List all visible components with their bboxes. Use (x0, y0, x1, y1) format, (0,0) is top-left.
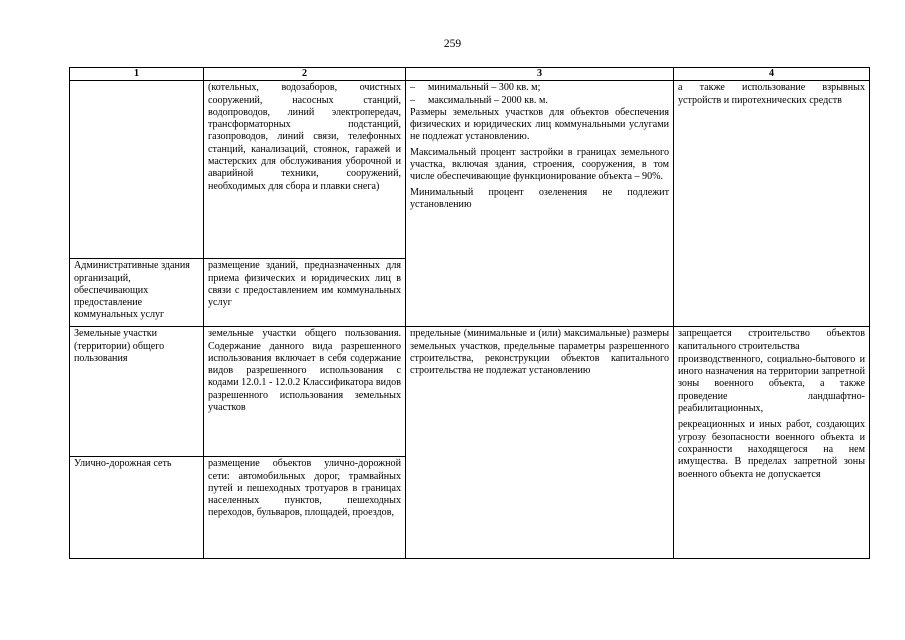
parameters-paragraph-2: Максимальный процент застройки в границах земельного участка, включая здания, строения, сооружения, в том числе обеспечивающие функционирование объекта – 90%. (410, 146, 669, 183)
cell-restrictions (674, 327, 870, 559)
column-header-1: 1 (70, 68, 204, 81)
cell-use-description: земельные участки общего пользования. Содержание данного вида разрешенного использования включает в себя содержание видов разрешенного использования с кодами 12.0.1 - 12.0.2 Классификатора видов разрешенного использования земельных участков (204, 327, 406, 457)
page-number: 259 (443, 38, 462, 50)
cell-use-description: размещение зданий, предназначенных для приема физических и юридических лиц в связи с предоставлением им коммунальных услуг (204, 259, 406, 327)
restrictions-paragraph-3: рекреационных и иных работ, создающих угрозу безопасности военного объекта и сохранности находящегося на нем имущества. В пределах запретной зоны военного объекта не допускается (678, 419, 865, 480)
restrictions-paragraph-2: производственного, социально-бытового и иного назначения на территории запретной зоны военного объекта, а также проведение ландшафтно-реабилитационных, (678, 353, 865, 415)
bullet-min-area: – минимальный – 300 кв. м; (410, 82, 541, 94)
zoning-regulations-table (69, 67, 870, 559)
bullet-max-area: – максимальный – 2000 кв. м. (410, 94, 548, 106)
cell-use-description: размещение объектов улично-дорожной сети: автомобильных дорог, трамвайных путей и пешеходных тротуаров в границах населенных пунктов, пешеходных переходов, бульваров, площадей, проездов, (204, 457, 406, 559)
column-header-4: 4 (674, 68, 870, 81)
restrictions-paragraph-1: запрещается строительство объектов капитального строительства (678, 328, 865, 352)
cell-use-type: Улично-дорожная сеть (70, 457, 204, 559)
cell-use-type (70, 81, 204, 259)
cell-restrictions: а также использование взрывных устройств и пиротехнических средств (674, 81, 870, 327)
column-header-3: 3 (406, 68, 674, 81)
column-header-2: 2 (204, 68, 406, 81)
cell-use-type: Административные здания организаций, обеспечивающих предоставление коммунальных услуг (70, 259, 204, 327)
cell-use-description: (котельных, водозаборов, очистных сооружений, насосных станций, водопроводов, линий электропередач, трансформаторных подстанций, газопроводов, линий связи, телефонных станций, канализаций, стоянок, гаражей и мастерских для обслуживания уборочной и аварийной техники, сооружений, необходимых для сбора и плавки снега) (204, 81, 406, 259)
table-header-row (70, 68, 870, 81)
cell-parameters (406, 81, 674, 327)
cell-use-type: Земельные участки (территории) общего пользования (70, 327, 204, 457)
cell-parameters: предельные (минимальные и (или) максимальные) размеры земельных участков, предельные параметры разрешенного строительства, реконструкции объектов капитального строительства не подлежат установлению (406, 327, 674, 559)
table-row (70, 81, 870, 259)
parameters-paragraph-3: Минимальный процент озеленения не подлежит установлению (410, 186, 669, 210)
table-row (70, 327, 870, 457)
parameters-paragraph-1: Размеры земельных участков для объектов обеспечения физических и юридических лиц коммунальными услугами не подлежат установлению. (410, 106, 669, 143)
